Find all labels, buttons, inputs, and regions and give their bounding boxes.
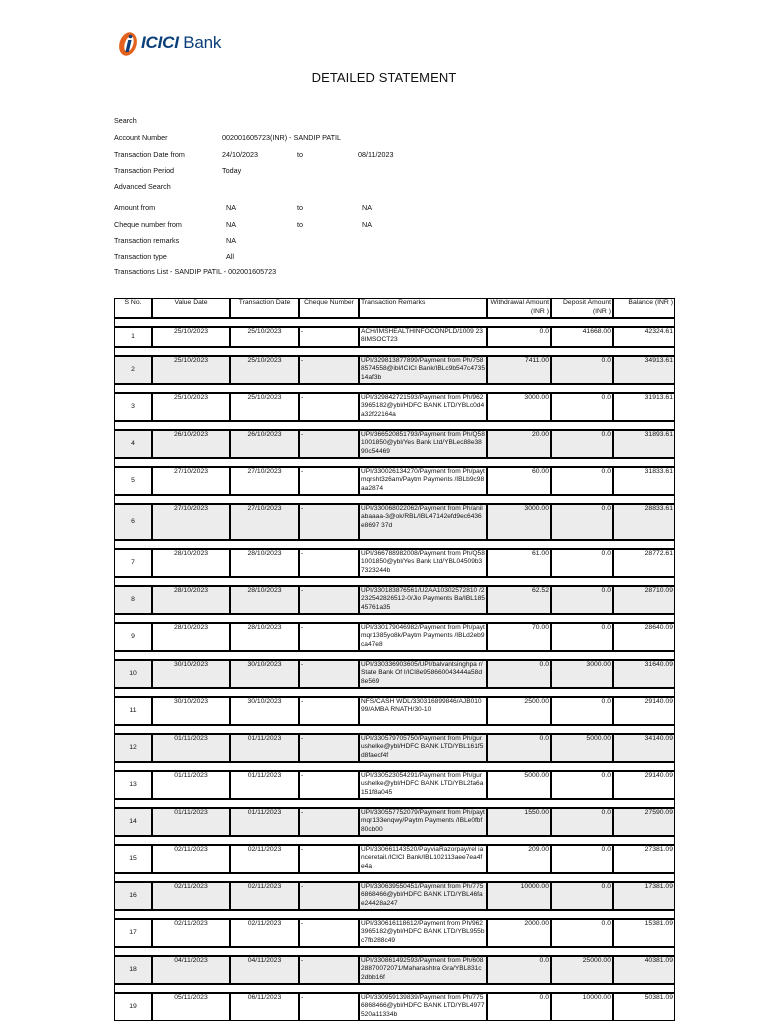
cell-balance: 29140.09	[613, 697, 675, 725]
cell-cheque-number: -	[299, 956, 359, 984]
cell-balance: 27590.09	[613, 808, 675, 836]
row-spacer	[114, 984, 675, 993]
table-row	[114, 993, 675, 1021]
account-number-value: 002001605723(INR) - SANDIP PATIL	[222, 133, 342, 142]
cell-balance: 50381.09	[613, 993, 675, 1021]
cell-balance: 31913.61	[613, 393, 675, 421]
period-value: Today	[222, 166, 242, 175]
cell-deposit: 41668.00	[551, 327, 613, 347]
date-to-value: 08/11/2023	[358, 150, 394, 159]
table-row	[114, 919, 675, 947]
cell-cheque-number: -	[299, 393, 359, 421]
cell-value-date: 02/11/2023	[152, 919, 230, 947]
cell-transaction-date: 28/10/2023	[230, 549, 299, 577]
row-spacer	[114, 947, 675, 956]
cell-withdrawal: 3000.00	[487, 504, 551, 540]
row-spacer	[114, 910, 675, 919]
cheque-to-value: NA	[362, 220, 372, 229]
table-row	[114, 882, 675, 910]
cell-remarks: ACH/IMSHEALTHINFOCONPLD/1009 238IMSOCT23	[359, 327, 487, 347]
cell-value-date: 01/11/2023	[152, 771, 230, 799]
table-row	[114, 504, 675, 540]
cell-remarks: UPI/330616118612/Payment from Ph/9623965182@ybl/HDFC BANK LTD/YBL955bc7fb288c49	[359, 919, 487, 947]
row-spacer	[114, 458, 675, 467]
row-spacer	[114, 318, 675, 327]
row-spacer-cell	[114, 318, 675, 327]
cell-withdrawal: 61.00	[487, 549, 551, 577]
cell-withdrawal: 70.00	[487, 623, 551, 651]
cell-balance: 15381.09	[613, 919, 675, 947]
cell-value-date: 01/11/2023	[152, 734, 230, 762]
cell-cheque-number: -	[299, 430, 359, 458]
cell-deposit: 25000.00	[551, 956, 613, 984]
row-spacer	[114, 836, 675, 845]
table-row	[114, 586, 675, 614]
row-spacer-cell	[114, 947, 675, 956]
cell-sno: 17	[114, 919, 152, 947]
table-row	[114, 697, 675, 725]
cell-value-date: 28/10/2023	[152, 586, 230, 614]
cell-withdrawal: 0.0	[487, 956, 551, 984]
cheque-from-value: NA	[226, 220, 236, 229]
icici-bank-logo	[116, 28, 221, 58]
cell-withdrawal: 2500.00	[487, 697, 551, 725]
row-spacer-cell	[114, 458, 675, 467]
cell-sno: 18	[114, 956, 152, 984]
row-spacer-cell	[114, 836, 675, 845]
cell-sno: 3	[114, 393, 152, 421]
cell-balance: 17381.09	[613, 882, 675, 910]
header-cheque-number: Cheque Number	[299, 298, 359, 318]
cell-value-date: 25/10/2023	[152, 327, 230, 347]
table-body	[114, 318, 675, 1021]
table-row	[114, 808, 675, 836]
cell-deposit: 0.0	[551, 467, 613, 495]
cell-withdrawal: 0.0	[487, 327, 551, 347]
cell-balance: 34913.61	[613, 356, 675, 384]
table-row	[114, 327, 675, 347]
cell-transaction-date: 04/11/2023	[230, 956, 299, 984]
cell-withdrawal: 5000.00	[487, 771, 551, 799]
logo-bank-text: Bank	[183, 33, 222, 52]
cell-remarks: UPI/330639550451/Payment from Ph/7756868466@ybl/HDFC BANK LTD/YBL46fae24428a247	[359, 882, 487, 910]
cell-deposit: 0.0	[551, 586, 613, 614]
cell-remarks: UPI/366788982008/Payment from Ph/Q581001850@ybl/Yes Bank Ltd/YBL04509b37323244b	[359, 549, 487, 577]
table-row	[114, 393, 675, 421]
cell-cheque-number: -	[299, 356, 359, 384]
cell-sno: 8	[114, 586, 152, 614]
cell-balance: 31640.09	[613, 660, 675, 688]
cell-deposit: 0.0	[551, 623, 613, 651]
cell-remarks: UPI/330026134270/Payment from Ph/paytmqrsht3z6am/Paytm Payments /IBLb9c98aa2874	[359, 467, 487, 495]
cell-remarks: UPI/330959139839/Payment from Ph/7756868466@ybl/HDFC BANK LTD/YBL4977520a11334b	[359, 993, 487, 1021]
cell-value-date: 01/11/2023	[152, 808, 230, 836]
header-deposit: Deposit Amount (INR )	[551, 298, 613, 318]
cell-transaction-date: 25/10/2023	[230, 356, 299, 384]
cell-deposit: 0.0	[551, 697, 613, 725]
cell-cheque-number: -	[299, 845, 359, 873]
cell-cheque-number: -	[299, 919, 359, 947]
cheque-to-label: to	[297, 220, 303, 229]
row-spacer-cell	[114, 540, 675, 549]
cell-remarks: UPI/330183876561/U2AA10302572810 /2232542826512-0/Jio Payments Ba/IBL18545761a35	[359, 586, 487, 614]
cell-withdrawal: 209.00	[487, 845, 551, 873]
cell-transaction-date: 30/10/2023	[230, 660, 299, 688]
cell-remarks: UPI/330661143520/PayviaRazorpay/rel ianceretail./ICICI Bank/IBL102113aee7ea4fe4a	[359, 845, 487, 873]
cell-transaction-date: 30/10/2023	[230, 697, 299, 725]
cell-withdrawal: 0.0	[487, 734, 551, 762]
row-spacer	[114, 421, 675, 430]
cell-cheque-number: -	[299, 586, 359, 614]
cell-deposit: 3000.00	[551, 660, 613, 688]
amount-from-value: NA	[226, 203, 236, 212]
cell-deposit: 0.0	[551, 808, 613, 836]
logo-wordmark	[141, 33, 221, 53]
cell-remarks: UPI/330579705750/Payment from Ph/gurushelke@ybl/HDFC BANK LTD/YBL161f5d8faecf4f	[359, 734, 487, 762]
cell-withdrawal: 3000.00	[487, 393, 551, 421]
row-spacer	[114, 873, 675, 882]
cheque-from-label: Cheque number from	[114, 220, 182, 229]
cell-deposit: 0.0	[551, 771, 613, 799]
row-spacer-cell	[114, 762, 675, 771]
cell-transaction-date: 26/10/2023	[230, 430, 299, 458]
header-value-date: Value Date	[152, 298, 230, 318]
cell-sno: 1	[114, 327, 152, 347]
cell-value-date: 04/11/2023	[152, 956, 230, 984]
cell-transaction-date: 28/10/2023	[230, 623, 299, 651]
row-spacer	[114, 799, 675, 808]
cell-value-date: 26/10/2023	[152, 430, 230, 458]
amount-to-label: to	[297, 203, 303, 212]
cell-transaction-date: 01/11/2023	[230, 771, 299, 799]
cell-balance: 29140.09	[613, 771, 675, 799]
row-spacer-cell	[114, 799, 675, 808]
cell-cheque-number: -	[299, 697, 359, 725]
cell-cheque-number: -	[299, 549, 359, 577]
row-spacer	[114, 540, 675, 549]
header-remarks: Transaction Remarks	[359, 298, 487, 318]
cell-remarks: UPI/330861492593/Payment from Ph/60828870072071/Maharashtra Gra/YBL831c2dbb16f	[359, 956, 487, 984]
row-spacer-cell	[114, 577, 675, 586]
table-row	[114, 734, 675, 762]
table-row	[114, 771, 675, 799]
row-spacer-cell	[114, 984, 675, 993]
cell-deposit: 0.0	[551, 919, 613, 947]
cell-cheque-number: -	[299, 467, 359, 495]
cell-transaction-date: 25/10/2023	[230, 393, 299, 421]
cell-transaction-date: 28/10/2023	[230, 586, 299, 614]
header-sno: S No.	[114, 298, 152, 318]
table-row	[114, 660, 675, 688]
cell-transaction-date: 27/10/2023	[230, 504, 299, 540]
cell-balance: 28710.09	[613, 586, 675, 614]
cell-sno: 4	[114, 430, 152, 458]
cell-remarks: UPI/330336903605/UPI/balvantsinghpa r/State Bank Of I/ICI8e958660043444a58d8e569	[359, 660, 487, 688]
cell-sno: 7	[114, 549, 152, 577]
cell-deposit: 0.0	[551, 882, 613, 910]
cell-transaction-date: 01/11/2023	[230, 808, 299, 836]
cell-cheque-number: -	[299, 660, 359, 688]
cell-cheque-number: -	[299, 327, 359, 347]
header-transaction-date: Transaction Date	[230, 298, 299, 318]
date-from-value: 24/10/2023	[222, 150, 258, 159]
cell-withdrawal: 7411.00	[487, 356, 551, 384]
cell-withdrawal: 60.00	[487, 467, 551, 495]
cell-withdrawal: 10000.00	[487, 882, 551, 910]
remarks-label: Transaction remarks	[114, 236, 180, 245]
cell-remarks: UPI/366520851793/Payment from Ph/Q581001850@ybl/Yes Bank Ltd/YBLec88e3890c54469	[359, 430, 487, 458]
cell-balance: 28772.61	[613, 549, 675, 577]
cell-value-date: 30/10/2023	[152, 697, 230, 725]
table-row	[114, 430, 675, 458]
cell-withdrawal: 0.0	[487, 993, 551, 1021]
date-to-label: to	[297, 150, 303, 159]
cell-remarks: NFS/CASH WDL/330316899846/AJB01099/AMBA RNATH/30-10	[359, 697, 487, 725]
cell-balance: 31833.61	[613, 467, 675, 495]
cell-value-date: 27/10/2023	[152, 467, 230, 495]
cell-value-date: 30/10/2023	[152, 660, 230, 688]
cell-transaction-date: 27/10/2023	[230, 467, 299, 495]
row-spacer-cell	[114, 347, 675, 356]
table-row	[114, 356, 675, 384]
row-spacer-cell	[114, 421, 675, 430]
cell-withdrawal: 62.52	[487, 586, 551, 614]
cell-sno: 9	[114, 623, 152, 651]
row-spacer	[114, 347, 675, 356]
table-row	[114, 549, 675, 577]
cell-balance: 40381.09	[613, 956, 675, 984]
table-row	[114, 845, 675, 873]
cell-sno: 16	[114, 882, 152, 910]
table-header-row	[114, 298, 675, 318]
amount-to-value: NA	[362, 203, 372, 212]
cell-remarks: UPI/329813877899/Payment from Ph/7588574558@ibl/ICICI Bank/IBLc9b547c473514af3b	[359, 356, 487, 384]
row-spacer	[114, 384, 675, 393]
cell-value-date: 05/11/2023	[152, 993, 230, 1021]
cell-sno: 19	[114, 993, 152, 1021]
cell-value-date: 28/10/2023	[152, 549, 230, 577]
cell-transaction-date: 02/11/2023	[230, 845, 299, 873]
row-spacer-cell	[114, 384, 675, 393]
cell-sno: 13	[114, 771, 152, 799]
cell-withdrawal: 2000.00	[487, 919, 551, 947]
cell-value-date: 25/10/2023	[152, 393, 230, 421]
row-spacer	[114, 577, 675, 586]
cell-balance: 42324.61	[613, 327, 675, 347]
remarks-value: NA	[226, 236, 236, 245]
header-balance: Balance (INR )	[613, 298, 675, 318]
cell-value-date: 27/10/2023	[152, 504, 230, 540]
cell-deposit: 0.0	[551, 549, 613, 577]
cell-value-date: 25/10/2023	[152, 356, 230, 384]
cell-remarks: UPI/329842721593/Payment from Ph/9623965182@ybl/HDFC BANK LTD/YBLc0d4a32f22164a	[359, 393, 487, 421]
type-label: Transaction type	[114, 252, 167, 261]
cell-sno: 15	[114, 845, 152, 873]
logo-icici-text: ICICI	[141, 33, 179, 52]
row-spacer-cell	[114, 873, 675, 882]
table-row	[114, 956, 675, 984]
cell-remarks: UPI/330068022062/Payment from Ph/anilabaaaa-3@ok/RBL/IBL47142efd9ec6436e8697 37d	[359, 504, 487, 540]
cell-deposit: 0.0	[551, 356, 613, 384]
cell-cheque-number: -	[299, 734, 359, 762]
cell-withdrawal: 1550.00	[487, 808, 551, 836]
cell-remarks: UPI/330523054291/Payment from Ph/gurushelke@ybl/HDFC BANK LTD/YBL2fa6a151f8a045	[359, 771, 487, 799]
cell-cheque-number: -	[299, 771, 359, 799]
icici-logo-icon	[116, 29, 140, 57]
cell-deposit: 0.0	[551, 430, 613, 458]
cell-sno: 12	[114, 734, 152, 762]
cell-withdrawal: 20.00	[487, 430, 551, 458]
cell-deposit: 0.0	[551, 393, 613, 421]
cell-sno: 2	[114, 356, 152, 384]
cell-transaction-date: 02/11/2023	[230, 882, 299, 910]
row-spacer	[114, 614, 675, 623]
cell-value-date: 28/10/2023	[152, 623, 230, 651]
cell-cheque-number: -	[299, 808, 359, 836]
cell-remarks: UPI/330557752079/Payment from Ph/paytmqr133enqwy/Paytm Payments /IBLe0fbf80cb00	[359, 808, 487, 836]
table-row	[114, 623, 675, 651]
cell-sno: 14	[114, 808, 152, 836]
cell-sno: 6	[114, 504, 152, 540]
transactions-list-label: Transactions List - SANDIP PATIL - 002001605723	[114, 267, 277, 276]
cell-deposit: 10000.00	[551, 993, 613, 1021]
cell-withdrawal: 0.0	[487, 660, 551, 688]
cell-balance: 34140.09	[613, 734, 675, 762]
cell-cheque-number: -	[299, 882, 359, 910]
row-spacer-cell	[114, 614, 675, 623]
advanced-search-heading: Advanced Search	[114, 182, 171, 191]
cell-value-date: 02/11/2023	[152, 845, 230, 873]
type-value: All	[226, 252, 234, 261]
period-label: Transaction Period	[114, 166, 175, 175]
table-row	[114, 467, 675, 495]
cell-deposit: 0.0	[551, 845, 613, 873]
date-from-label: Transaction Date from	[114, 150, 185, 159]
page-title: DETAILED STATEMENT	[311, 70, 457, 85]
cell-remarks: UPI/330179046982/Payment from Ph/paytmqr1385yo8k/Paytm Payments /IBLd2eb9ca47e8	[359, 623, 487, 651]
row-spacer-cell	[114, 651, 675, 660]
cell-cheque-number: -	[299, 504, 359, 540]
search-heading: Search	[114, 116, 137, 125]
transactions-table	[114, 298, 675, 1021]
amount-from-label: Amount from	[114, 203, 156, 212]
cell-deposit: 0.0	[551, 504, 613, 540]
cell-sno: 5	[114, 467, 152, 495]
row-spacer-cell	[114, 725, 675, 734]
header-withdrawal: Withdrawal Amount (INR )	[487, 298, 551, 318]
row-spacer	[114, 495, 675, 504]
cell-balance: 28833.61	[613, 504, 675, 540]
cell-transaction-date: 25/10/2023	[230, 327, 299, 347]
cell-cheque-number: -	[299, 993, 359, 1021]
account-number-label: Account Number	[114, 133, 168, 142]
cell-sno: 11	[114, 697, 152, 725]
cell-cheque-number: -	[299, 623, 359, 651]
cell-balance: 31893.61	[613, 430, 675, 458]
cell-value-date: 02/11/2023	[152, 882, 230, 910]
row-spacer-cell	[114, 688, 675, 697]
cell-transaction-date: 01/11/2023	[230, 734, 299, 762]
cell-balance: 27381.09	[613, 845, 675, 873]
row-spacer-cell	[114, 495, 675, 504]
row-spacer	[114, 762, 675, 771]
cell-transaction-date: 02/11/2023	[230, 919, 299, 947]
cell-transaction-date: 06/11/2023	[230, 993, 299, 1021]
row-spacer	[114, 651, 675, 660]
row-spacer	[114, 688, 675, 697]
cell-balance: 28640.09	[613, 623, 675, 651]
row-spacer	[114, 725, 675, 734]
cell-deposit: 5000.00	[551, 734, 613, 762]
cell-sno: 10	[114, 660, 152, 688]
row-spacer-cell	[114, 910, 675, 919]
